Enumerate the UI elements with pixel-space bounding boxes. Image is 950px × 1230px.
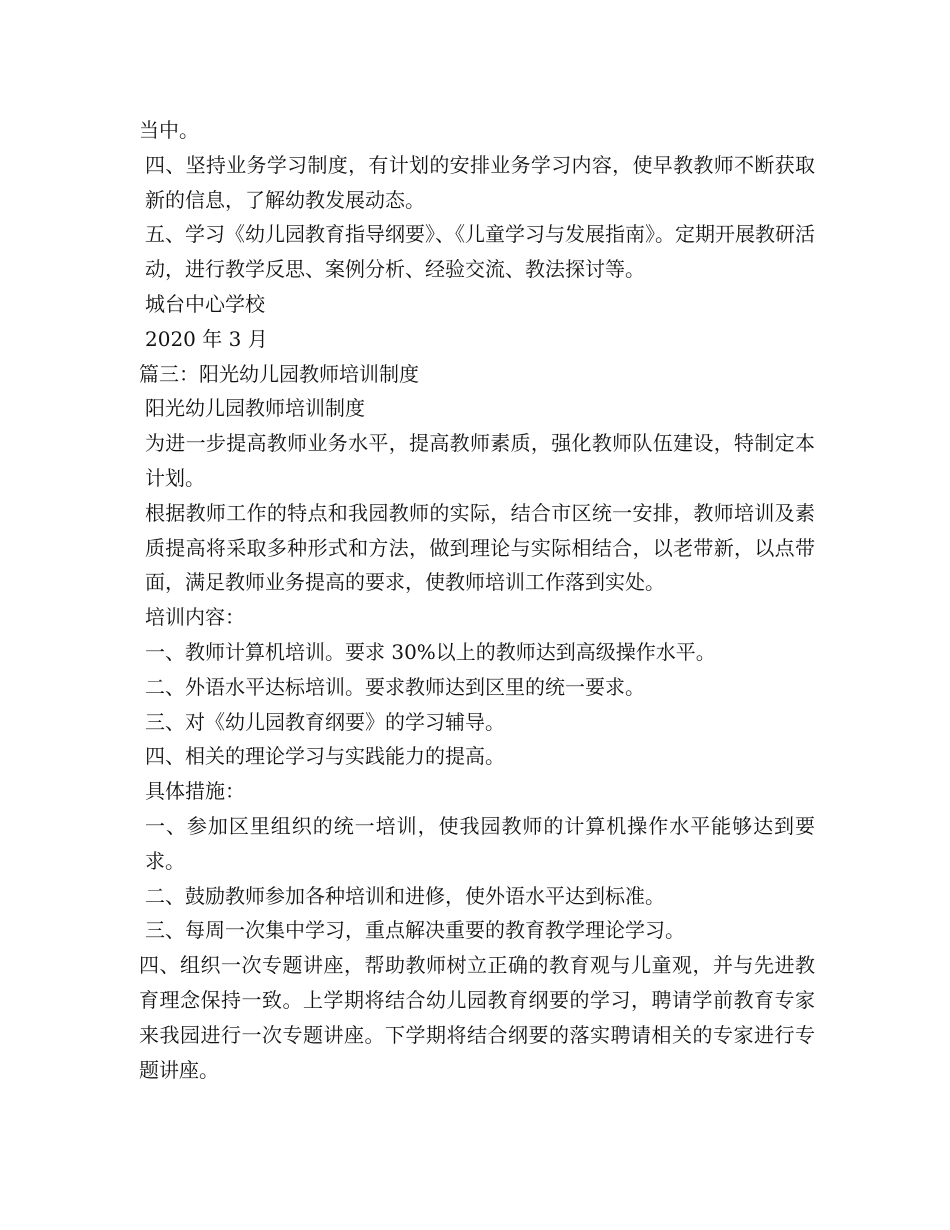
list-item: 二、外语水平达标培训。要求教师达到区里的统一要求。 — [145, 674, 645, 699]
paragraph-continuation: 当中。 — [139, 118, 199, 142]
document-page — [139, 113, 815, 1087]
list-item: 三、对《幼儿园教育纲要》的学习辅导。 — [145, 709, 505, 734]
signature-date: 2020 年 3 月 — [145, 326, 268, 351]
paragraph-item-four: 四、坚持业务学习制度，有计划的安排业务学习内容，使早教教师不断获取新的信息，了解幼教发展动态。 — [145, 152, 815, 212]
paragraph-item-five: 五、学习《幼儿园教育指导纲要》、《儿童学习与发展指南》。定期开展教研活动，进行教学反思、案例分析、经验交流、教法探讨等。 — [145, 222, 815, 282]
list-item: 三、每周一次集中学习，重点解决重要的教育教学理论学习。 — [145, 918, 685, 943]
subheading-measures: 具体措施： — [145, 779, 245, 804]
list-item: 一、参加区里组织的统一培训，使我园教师的计算机操作水平能够达到要求。 — [145, 813, 815, 873]
subheading-training-content: 培训内容： — [145, 605, 245, 630]
signature-school: 城台中心学校 — [145, 291, 265, 316]
list-item: 二、鼓励教师参加各种培训和进修，使外语水平达到标准。 — [145, 883, 665, 908]
section-heading: 篇三：阳光幼儿园教师培训制度 — [139, 361, 419, 386]
document-title: 阳光幼儿园教师培训制度 — [145, 396, 365, 421]
list-item: 四、组织一次专题讲座，帮助教师树立正确的教育观与儿童观，并与先进教育理念保持一致。上学期将结合幼儿园教育纲要的学习，聘请学前教育专家来我园进行一次专题讲座。下学期将结合纲要的落实聘请相关的专家进行专题讲座。 — [139, 953, 815, 1082]
list-item: 一、教师计算机培训。要求 30%以上的教师达到高级操作水平。 — [145, 639, 716, 664]
paragraph-basis: 根据教师工作的特点和我园教师的实际，结合市区统一安排，教师培训及素质提高将采取多种形式和方法，做到理论与实际相结合，以老带新，以点带面，满足教师业务提高的要求，使教师培训工作落到实处。 — [145, 500, 815, 595]
paragraph-purpose: 为进一步提高教师业务水平，提高教师素质，强化教师队伍建设，特制定本计划。 — [145, 431, 815, 490]
list-item: 四、相关的理论学习与实践能力的提高。 — [145, 744, 505, 769]
